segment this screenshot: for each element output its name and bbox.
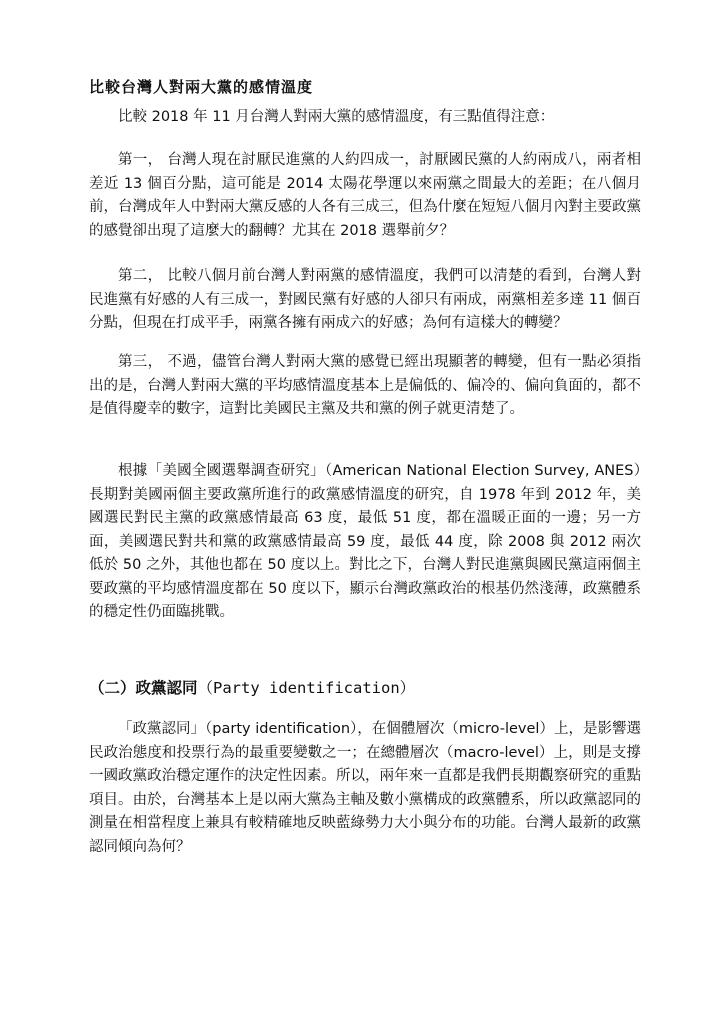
party-identification-paragraph: 「政黨認同」（party identification），在個體層次（micro-level）上，是影響選民政治態度和投票行為的最重要變數之一；在總體層次（macro-level）上，則是支撐一國政黨政治穩定運作的決定性因素。所以，兩年來一直都是我們長期觀察研究的重點項目。由於，台灣基本上是以兩大黨為主軸及數小黨構成的政黨體系，所以政黨認同的測量在相當程度上兼具有較精確地反映藍綠勢力大小與分布的功能。台灣人最新的政黨認同傾向為何？: [89, 721, 641, 855]
party-identification-heading: [89, 676, 415, 698]
section-title: 比較台灣人對兩大黨的感情溫度: [89, 78, 314, 96]
intro-paragraph: 比較 2018 年 11 月台灣人對兩大黨的感情溫度，有三點值得注意：: [118, 109, 555, 125]
point-two-paragraph: 第二， 比較八個月前台灣人對兩黨的感情溫度，我們可以清楚的看到，台灣人對民進黨有好感的人有三成一，對國民黨有好感的人卻只有兩成，兩黨相差多達 11 個百分點，但現在打成平手，兩黨各擁有兩成六的好感；為何有這樣大的轉變？: [89, 268, 641, 331]
anes-paragraph: 根據「美國全國選舉調查研究」（American National Election Survey, ANES）長期對美國兩個主要政黨所進行的政黨感情溫度的研究，自 1978 年到 2012 年，美國選民對民主黨的政黨感情最高 63 度，最低 51 度，都在溫暖正面的一邊；另一方面，美國選民對共和黨的政黨感情最高 59 度，最低 44 度，除 2008 與 2012 兩次低於 50 之外，其他也都在 50 度以上。對比之下，台灣人對民進黨與國民黨這兩個主要政黨的平均感情溫度都在 50 度以下，顯示台灣政黨政治的根基仍然淺薄，政黨體系的穩定性仍面臨挑戰。: [89, 463, 641, 620]
point-one-paragraph: 第一， 台灣人現在討厭民進黨的人約四成一，討厭國民黨的人約兩成八，兩者相差近 13 個百分點，這可能是 2014 太陽花學運以來兩黨之間最大的差距；在八個月前，台灣成年人中對兩大黨反感的人各有三成三，但為什麼在短短八個月內對主要政黨的感覺卻出現了這麼大的翻轉？尤其在 2018 選舉前夕？: [89, 152, 641, 239]
heading-suffix: （Party identification）: [197, 679, 416, 697]
point-three-paragraph: 第三， 不過，儘管台灣人對兩大黨的感覺已經出現顯著的轉變，但有一點必須指出的是，台灣人對兩大黨的平均感情溫度基本上是偏低的、偏冷的、偏向負面的，都不是值得慶幸的數字，這對比美國民主黨及共和黨的例子就更清楚了。: [89, 354, 641, 417]
heading-prefix: （二）政黨認同: [89, 679, 198, 697]
